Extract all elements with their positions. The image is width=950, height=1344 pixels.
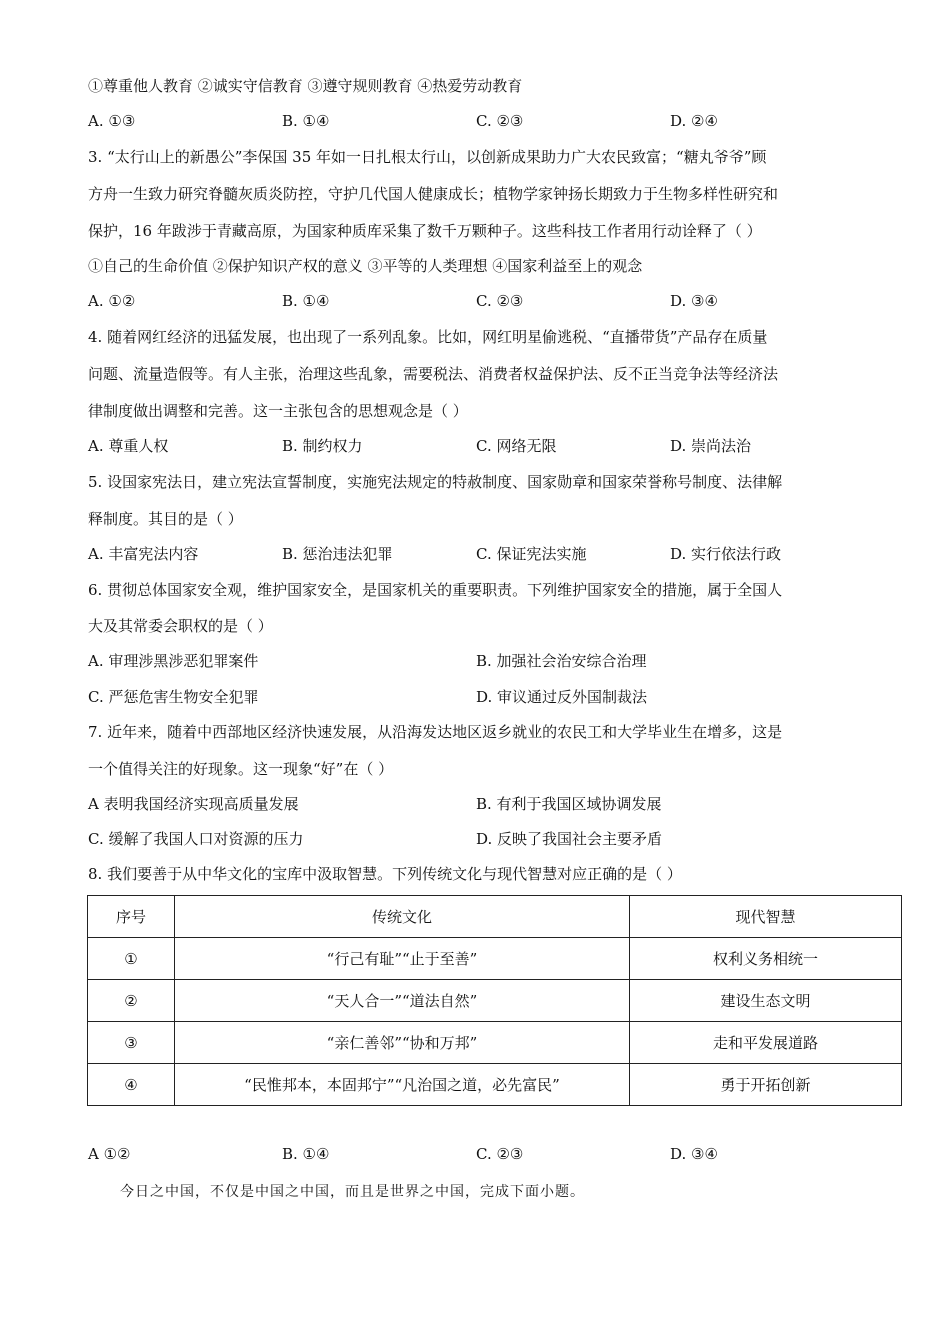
q7-option-b: B. 有利于我国区域协调发展 [476, 795, 662, 813]
q5-stem-line-1: 5. 设国家宪法日，建立宪法宣誓制度，实施宪法规定的特赦制度、国家勋章和国家荣誉称号制度、法律解 [88, 473, 783, 491]
table-row [88, 980, 902, 1022]
q7-option-d: D. 反映了我国社会主要矛盾 [476, 830, 663, 848]
table-cell-traditional: “亲仁善邻”“协和万邦” [175, 1022, 630, 1064]
q4-option-d: D. 崇尚法治 [670, 437, 752, 455]
q7-option-c: C. 缓解了我国人口对资源的压力 [88, 830, 304, 848]
q2-option-c: C. ②③ [476, 112, 524, 130]
q6-option-b: B. 加强社会治安综合治理 [476, 652, 647, 670]
q5-option-a: A. 丰富宪法内容 [88, 545, 199, 563]
q4-stem-line-2: 问题、流量造假等。有人主张，治理这些乱象，需要税法、消费者权益保护法、反不正当竞争法等经济法 [88, 365, 779, 383]
q5-options [88, 544, 868, 564]
table-cell-modern: 勇于开拓创新 [630, 1064, 902, 1106]
q6-stem-line-1: 6. 贯彻总体国家安全观，维护国家安全，是国家机关的重要职责。下列维护国家安全的措施，属于全国人 [88, 581, 783, 599]
table-header-modern: 现代智慧 [630, 896, 902, 938]
q3-option-c: C. ②③ [476, 292, 524, 310]
table-cell-modern: 走和平发展道路 [630, 1022, 902, 1064]
table-cell-index: ① [88, 938, 175, 980]
table-row [88, 938, 902, 980]
q6-stem-line-2: 大及其常委会职权的是（ ） [88, 617, 273, 635]
table-cell-traditional: “民惟邦本，本固邦宁”“凡治国之道，必先富民” [175, 1064, 630, 1106]
q7-stem-line-2: 一个值得关注的好现象。这一现象“好”在（ ） [88, 760, 394, 778]
q3-option-a: A. ①② [88, 292, 136, 310]
q3-stem-line-1: 3. “太行山上的新愚公”李保国 35 年如一日扎根太行山，以创新成果助力广大农民致富；“糖丸爷爷”顾 [88, 148, 767, 166]
table-row [88, 1022, 902, 1064]
table-header-row [88, 896, 902, 938]
q6-option-c: C. 严惩危害生物安全犯罪 [88, 688, 259, 706]
q2-option-d: D. ②④ [670, 112, 718, 130]
q8-stem: 8. 我们要善于从中华文化的宝库中汲取智慧。下列传统文化与现代智慧对应正确的是（ ） [88, 865, 682, 883]
q4-option-a: A. 尊重人权 [88, 437, 169, 455]
q4-stem-line-3: 律制度做出调整和完善。这一主张包含的思想观念是（ ） [88, 402, 468, 420]
q3-option-d: D. ③④ [670, 292, 718, 310]
q6-option-a: A. 审理涉黑涉恶犯罪案件 [88, 652, 259, 670]
q6-options-row-1 [88, 651, 868, 671]
table-cell-modern: 权利义务相统一 [630, 938, 902, 980]
q8-option-a: A ①② [88, 1145, 131, 1163]
q8-option-c: C. ②③ [476, 1145, 524, 1163]
q2-option-b: B. ①④ [282, 112, 330, 130]
q5-option-b: B. 惩治违法犯罪 [282, 545, 393, 563]
q3-statements: ①自己的生命价值 ②保护知识产权的意义 ③平等的人类理想 ④国家利益至上的观念 [88, 257, 643, 275]
q3-stem-line-2: 方舟一生致力研究脊髓灰质炎防控，守护几代国人健康成长；植物学家钟扬长期致力于生物多样性研究和 [88, 185, 779, 203]
table-cell-traditional: “行己有耻”“止于至善” [175, 938, 630, 980]
table-cell-index: ② [88, 980, 175, 1022]
q4-option-c: C. 网络无限 [476, 437, 557, 455]
q3-stem-line-3: 保护，16 年跋涉于青藏高原，为国家种质库采集了数千万颗种子。这些科技工作者用行动诠释了（ ） [88, 222, 762, 240]
table-header-index: 序号 [88, 896, 175, 938]
q7-option-a: A 表明我国经济实现高质量发展 [88, 795, 299, 813]
q8-table [87, 895, 902, 1106]
q7-options-row-1 [88, 794, 868, 814]
q5-option-c: C. 保证宪法实施 [476, 545, 587, 563]
q4-options [88, 436, 868, 456]
table-cell-index: ③ [88, 1022, 175, 1064]
q3-options [88, 291, 868, 311]
section-intro: 今日之中国，不仅是中国之中国，而且是世界之中国，完成下面小题。 [120, 1184, 585, 1200]
q4-stem-line-1: 4. 随着网红经济的迅猛发展，也出现了一系列乱象。比如，网红明星偷逃税、“直播带货”产品存在质量 [88, 328, 768, 346]
q2-options [88, 111, 868, 131]
table-cell-traditional: “天人合一”“道法自然” [175, 980, 630, 1022]
q4-option-b: B. 制约权力 [282, 437, 363, 455]
table-row [88, 1064, 902, 1106]
q8-options [88, 1144, 868, 1164]
table-cell-modern: 建设生态文明 [630, 980, 902, 1022]
q3-option-b: B. ①④ [282, 292, 330, 310]
q2-statements: ①尊重他人教育 ②诚实守信教育 ③遵守规则教育 ④热爱劳动教育 [88, 77, 523, 95]
q2-option-a: A. ①③ [88, 112, 136, 130]
q7-options-row-2 [88, 829, 868, 849]
table-cell-index: ④ [88, 1064, 175, 1106]
q5-option-d: D. 实行依法行政 [670, 545, 782, 563]
q5-stem-line-2: 释制度。其目的是（ ） [88, 510, 243, 528]
q6-option-d: D. 审议通过反外国制裁法 [476, 688, 648, 706]
table-header-traditional: 传统文化 [175, 896, 630, 938]
q7-stem-line-1: 7. 近年来，随着中西部地区经济快速发展，从沿海发达地区返乡就业的农民工和大学毕业生在增多，这是 [88, 723, 783, 741]
q8-option-b: B. ①④ [282, 1145, 330, 1163]
q6-options-row-2 [88, 687, 868, 707]
q8-option-d: D. ③④ [670, 1145, 718, 1163]
